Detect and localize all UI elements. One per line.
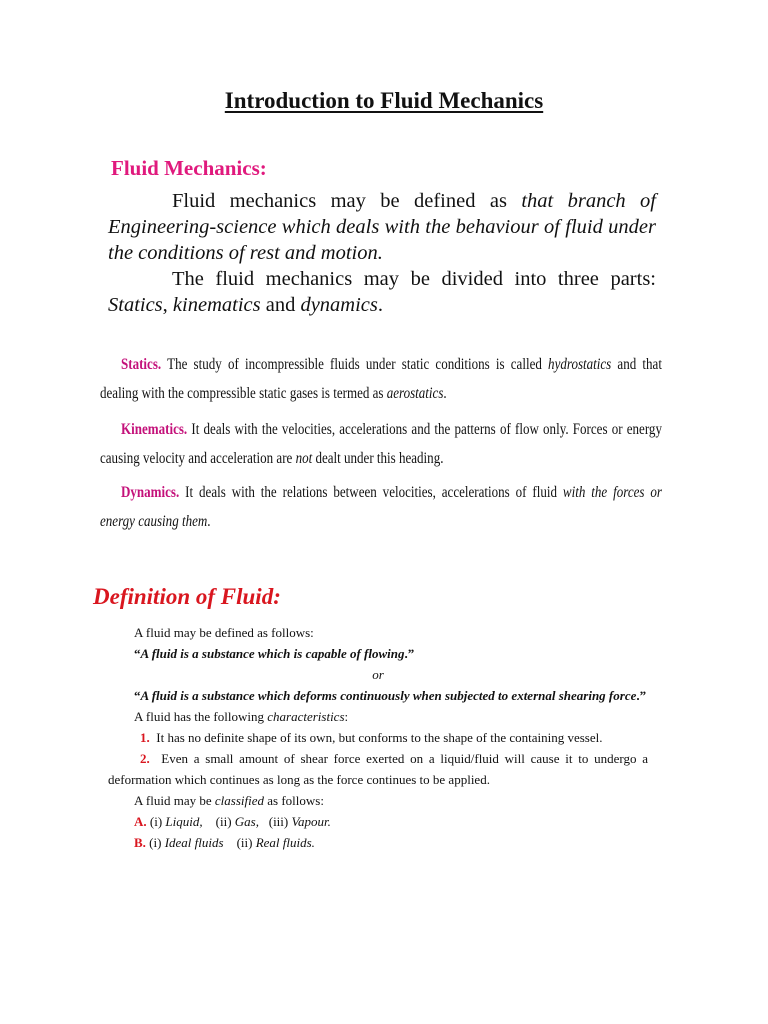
quote-close: .”	[404, 646, 415, 661]
definition-one-text: A fluid is a substance which is capable of flowing	[140, 646, 405, 661]
dynamics-end: .	[207, 513, 211, 530]
statics-end: .	[443, 385, 447, 402]
kinematics-text-2: dealt under this heading.	[312, 450, 444, 467]
definition-heading: Definition of Fluid:	[93, 584, 281, 609]
dynamics-label: Dynamics.	[121, 484, 180, 501]
dynamics-text: It deals with the relations between velocities, accelerations of fluid	[179, 484, 563, 501]
classification-b	[108, 832, 648, 853]
class-ideal: Ideal fluids	[161, 835, 224, 850]
parts-statics: Statics	[108, 294, 163, 316]
kinematics-text: It deals with the velocities, accelerations and the patterns of flow only. Forces or energy causing velocity and acceleration are	[100, 421, 662, 467]
characteristics-text: A fluid has the following	[134, 709, 268, 724]
kinematics-not: not	[295, 450, 313, 467]
classification-text: A fluid may be	[134, 793, 215, 808]
definition-text: Fluid mechanics may be defined as	[172, 190, 522, 212]
fluid-mechanics-body	[108, 188, 656, 318]
item-number: 2.	[140, 751, 150, 766]
class-a-iii: (iii)	[268, 814, 289, 829]
dynamics-paragraph	[100, 478, 662, 536]
class-vapour: Vapour.	[288, 814, 331, 829]
fluid-mechanics-heading: Fluid Mechanics:	[111, 156, 267, 180]
class-b-i: (i)	[149, 835, 162, 850]
classification-end: as follows:	[264, 793, 324, 808]
class-a-ii: (ii)	[215, 814, 232, 829]
class-liquid: Liquid,	[162, 814, 203, 829]
statics-text-2: and that dealing with the compressible static gases is termed as	[100, 356, 662, 402]
parts-comma: ,	[162, 294, 173, 316]
characteristic-item-1	[108, 727, 648, 748]
statics-text: The study of incompressible fluids under static conditions is called	[161, 356, 549, 373]
definition-two-text: A fluid is a substance which deforms continuously when subjected to external shearing force	[140, 688, 637, 703]
statics-hydrostatics: hydrostatics	[548, 356, 612, 373]
class-real: Real fluids.	[252, 835, 315, 850]
definition-one	[108, 643, 648, 664]
quote-close-2: .”	[636, 688, 647, 703]
dynamics-italic: with the forces or energy causing them	[100, 484, 662, 530]
definition-or	[108, 664, 648, 685]
classification-intro	[108, 790, 648, 811]
parts-text: The fluid mechanics may be divided into three parts:	[172, 268, 656, 290]
statics-label: Statics.	[121, 356, 162, 373]
characteristics-intro	[108, 706, 648, 727]
page-title: Introduction to Fluid Mechanics	[224, 88, 544, 113]
characteristic-item-2	[108, 748, 648, 790]
classification-italic: classified	[214, 793, 264, 808]
parts-end: .	[377, 294, 384, 316]
class-gas: Gas,	[231, 814, 259, 829]
class-b-label: B.	[134, 835, 146, 850]
statics-paragraph	[100, 350, 662, 408]
quote-open: “	[134, 646, 141, 661]
item-text: It has no definite shape of its own, but conforms to the shape of the containing vessel.	[156, 730, 603, 745]
definition-italic: that branch of Engineering-science which deals with the behaviour of fluid under the conditions of rest and motion.	[108, 190, 656, 264]
definition-section	[108, 622, 648, 853]
quote-open-2: “	[134, 688, 141, 703]
parts-kinematics: kinematics	[172, 294, 261, 316]
parts-and: and	[260, 294, 301, 316]
kinematics-paragraph	[100, 415, 662, 473]
fluid-mechanics-definition	[108, 188, 656, 266]
definition-intro: A fluid may be defined as follows:	[134, 625, 314, 640]
class-a-i: (i)	[149, 814, 163, 829]
kinematics-label: Kinematics.	[121, 421, 188, 438]
class-a-label: A.	[134, 814, 147, 829]
or-text: or	[372, 667, 384, 682]
item-number: 1.	[140, 730, 150, 745]
fluid-mechanics-parts	[108, 266, 656, 318]
classification-a	[108, 811, 648, 832]
definition-two	[108, 685, 648, 706]
parts-dynamics: dynamics	[300, 294, 378, 316]
item-text: Even a small amount of shear force exerted on a liquid/fluid will cause it to undergo a deformation which continues as long as the force continues to be applied.	[108, 751, 648, 787]
characteristics-italic: characteristics	[267, 709, 345, 724]
class-b-ii: (ii)	[236, 835, 253, 850]
statics-aerostatics: aerostatics	[386, 385, 444, 402]
characteristics-end: :	[344, 709, 349, 724]
